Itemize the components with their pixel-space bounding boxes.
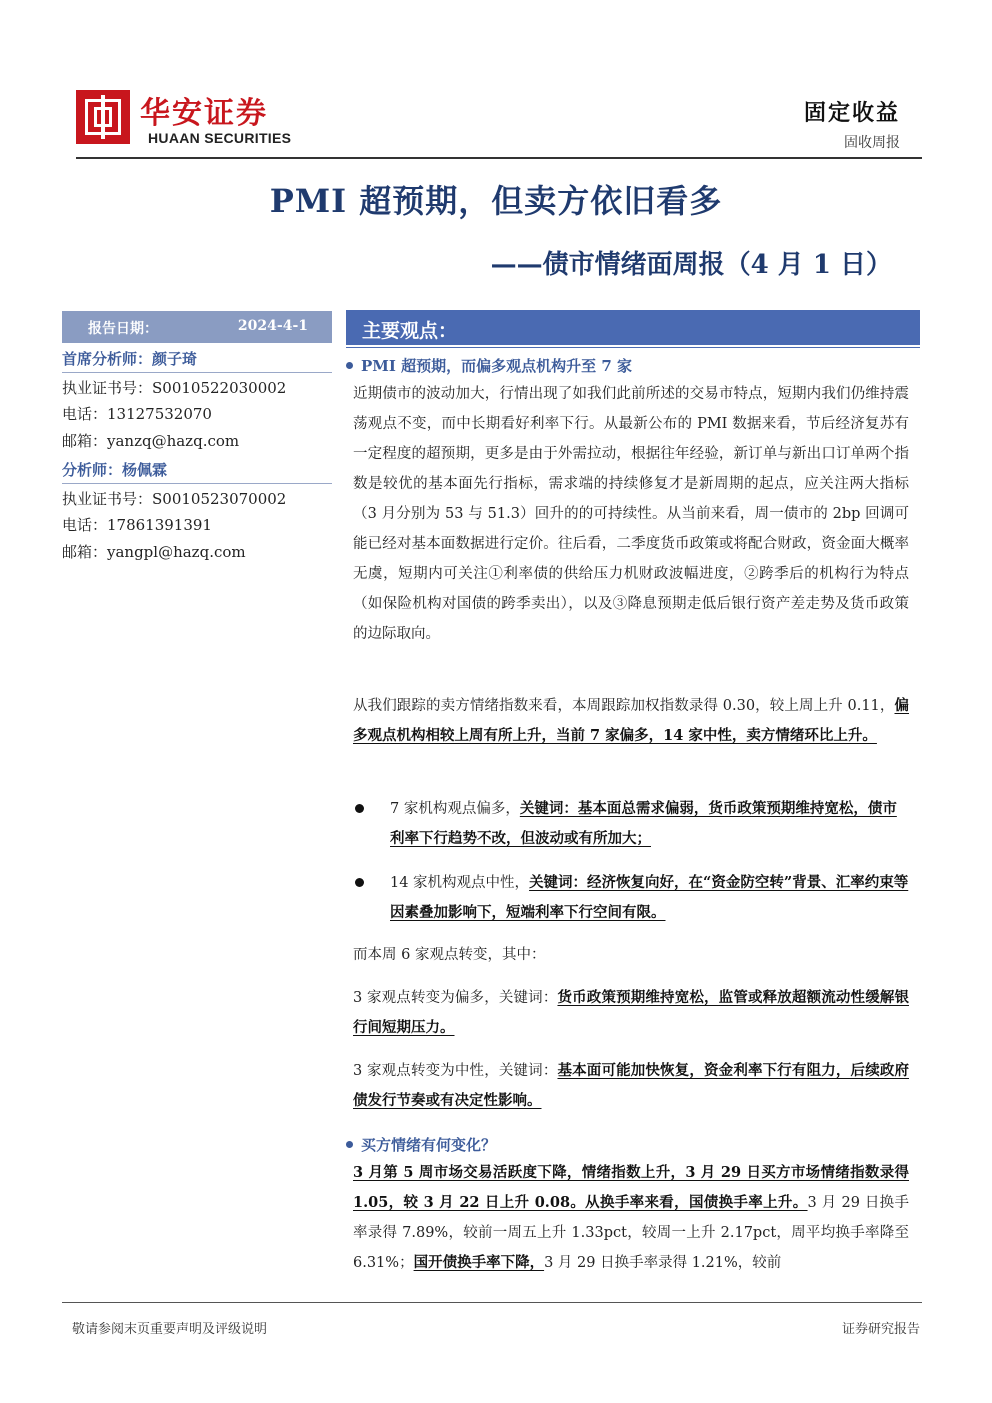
- neutral-count-text: 14 家机构观点中性，: [390, 875, 530, 891]
- footer-divider: [62, 1302, 922, 1303]
- report-subcategory: 固收周报: [844, 135, 900, 151]
- bullet-dot-icon: [355, 878, 364, 887]
- logo-chinese-name: 华安证券: [140, 96, 268, 131]
- paragraph-view-changes: 而本周 6 家观点转变，其中：: [353, 947, 546, 963]
- paragraph-changed-to-bullish: [353, 983, 909, 1043]
- report-date-bar: [62, 311, 332, 343]
- section-heading-text: PMI 超预期，而偏多观点机构升至 7 家: [361, 357, 633, 375]
- report-title: PMI 超预期，但卖方依旧看多: [269, 182, 723, 220]
- analyst-phone: 电话：17861391391: [62, 516, 212, 534]
- paragraph-seller-sentiment: [353, 691, 909, 751]
- analyst-cert: 执业证书号：S0010523070002: [62, 490, 287, 508]
- key-points-underline: [346, 347, 920, 348]
- footer-report-type: 证券研究报告: [841, 1322, 920, 1337]
- turnover-text: 3 月 29 日换手率录得 7.89%，较前一周五上升 1.33pct，较周一上升 2.17pct，周平均换手率降至 6.31%；: [353, 1195, 909, 1271]
- chief-analyst-name: 首席分析师：颜子琦: [62, 350, 198, 368]
- bullet-bullish-institutions: [390, 794, 910, 854]
- bullet-dot-icon: [346, 1141, 353, 1148]
- bullet-dot-icon: [346, 362, 353, 369]
- section-heading-buyer: [346, 1134, 496, 1155]
- buyer-index-highlight: 3 月第 5 周市场交易活跃度下降，情绪指数上升，3 月 29 日买方市场情绪指数录得 1.05，较 3 月 22 日上升 0.08。从换手率来看，国债换手率上升。: [353, 1164, 909, 1211]
- header-divider: [76, 157, 922, 159]
- chief-analyst-email[interactable]: 邮箱：yanzq@hazq.com: [62, 432, 240, 450]
- changed-bullish-keywords: 货币政策预期维持宽松，监管或释放超额流动性缓解银行间短期压力。: [353, 989, 909, 1036]
- footer-disclaimer: 敬请参阅末页重要声明及评级说明: [72, 1322, 268, 1337]
- logo-english-name: HUAAN SECURITIES: [148, 130, 292, 146]
- chief-analyst-cert: 执业证书号：S0010522030002: [62, 379, 287, 397]
- analyst-divider: [62, 483, 332, 484]
- changed-bullish-text: 3 家观点转变为偏多，关键词：: [353, 990, 558, 1006]
- changed-neutral-keywords: 基本面可能加快恢复，资金利率下行有阻力，后续政府债发行节奏或有决定性影响。: [353, 1062, 909, 1109]
- paragraph-market-view: 近期债市的波动加大，行情出现了如我们此前所述的交易市特点，短期内我们仍维持震荡观点不变，而中长期看好利率下行。从最新公布的 PMI 数据来看，节后经济复苏有一定程度的超预期，更多是由于外需拉动，根据往年经验，新订单与新出口订单两个指数是较优的基本面先行指标，需求端的持续修复才是新周期的起点，应关注两大指标（3 月分别为 53 与 51.3）回升的的可持续性。从当前来看，周一债市的 2bp 回调可能已经对基本面数据进行定价。往后看，二季度货币政策或将配合财政，资金面大概率无虞，短期内可关注①利率债的供给压力机财政波幅进度，②跨季后的机构行为特点（如保险机构对国债的跨季卖出），以及③降息预期走低后银行资产差走势及货币政策的边际取向。: [353, 386, 909, 642]
- section-heading-text: 买方情绪有何变化？: [361, 1136, 497, 1154]
- chief-analyst-phone: 电话：13127532070: [62, 405, 212, 423]
- cdb-turnover-highlight: 国开债换手率下降，: [413, 1254, 545, 1271]
- bullet-dot-icon: [355, 804, 364, 813]
- bullish-count-text: 7 家机构观点偏多，: [390, 801, 520, 817]
- report-date-value: 2024-4-1: [237, 318, 308, 334]
- key-points-header: [346, 310, 920, 345]
- cdb-turnover-text: 3 月 29 日换手率录得 1.21%，较前: [544, 1255, 782, 1271]
- section-heading-pmi: [346, 355, 632, 376]
- analyst-name: 分析师：杨佩霖: [62, 461, 168, 479]
- report-subtitle: ——债市情绪面周报（4 月 1 日）: [490, 250, 892, 280]
- bullish-keywords: 关键词：基本面总需求偏弱，货币政策预期维持宽松，债市利率下行趋势不改，但波动或有所加大；: [390, 800, 897, 847]
- company-logo-icon: [76, 90, 130, 144]
- paragraph-changed-to-neutral: [353, 1056, 909, 1116]
- analyst-email[interactable]: 邮箱：yangpl@hazq.com: [62, 543, 246, 561]
- key-points-title: 主要观点：: [362, 320, 458, 342]
- paragraph-buyer-sentiment: [353, 1158, 909, 1278]
- report-category: 固定收益: [803, 100, 900, 126]
- changed-neutral-text: 3 家观点转变为中性，关键词：: [353, 1063, 558, 1079]
- seller-index-text: 从我们跟踪的卖方情绪指数来看，本周跟踪加权指数录得 0.30，较上周上升 0.11，: [353, 698, 895, 714]
- bullet-neutral-institutions: [390, 868, 910, 928]
- seller-index-highlight: 偏多观点机构相较上周有所上升，当前 7 家偏多，14 家中性，卖方情绪环比上升。: [353, 697, 909, 744]
- neutral-keywords: 关键词：经济恢复向好，在“资金防空转”背景、汇率约束等因素叠加影响下，短端利率下行空间有限。: [390, 874, 909, 921]
- report-date-label: 报告日期：: [88, 321, 158, 337]
- analyst-divider: [62, 372, 332, 373]
